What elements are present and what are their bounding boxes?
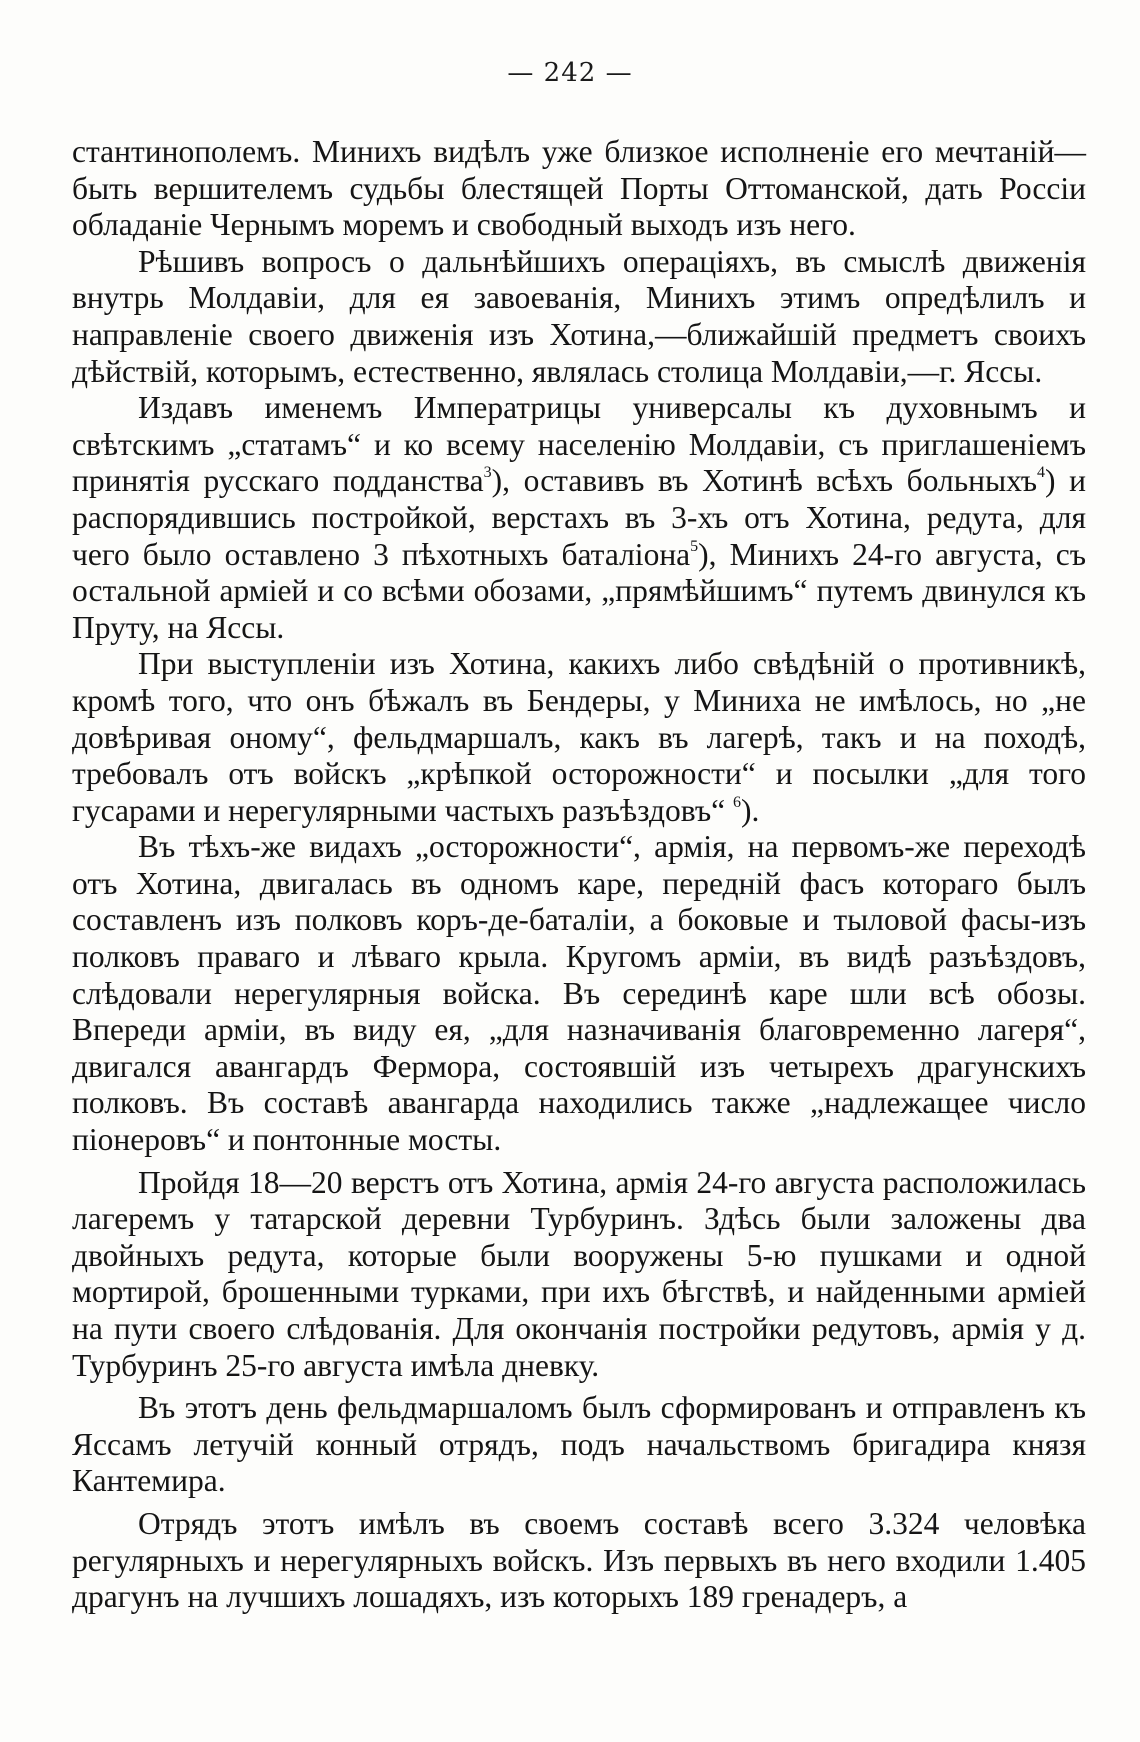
paragraph-text: Пройдя 18—20 верстъ отъ Хотина, армія 24-го августа расположилась лагеремъ у татарской деревни Турбуринъ. Здѣсь были заложены два двойныхъ редута, которые были вооружены 5-ю пушками и одной мортирой, брошенными турками, при ихъ бѣгствѣ, и найденными арміей на пути своего слѣдованія. Для окончанія постройки редутовъ, армія у д. Турбуринъ 25-го августа имѣла дневку.: [72, 1164, 1086, 1383]
paragraph-1: [72, 134, 1086, 244]
paragraph-text: Въ тѣхъ-же видахъ „осторожности“, армія, на первомъ-же переходѣ отъ Хотина, двигалась въ одномъ каре, передній фасъ котораго былъ составленъ изъ полковъ коръ-де-баталіи, а боковые и тыловой фасы-изъ полковъ праваго и лѣваго крыла. Кругомъ арміи, въ видѣ разъѣздовъ, слѣдовали нерегулярныя войска. Въ серединѣ каре шли всѣ обозы. Впереди арміи, въ виду ея, „для назначиванія благовременно лагеря“, двигался авангардъ Фермора, состоявшій изъ четырехъ драгунскихъ полковъ. Въ составѣ авангарда находились также „надлежащее число піонеровъ“ и понтонные мосты.: [72, 829, 1086, 1158]
footnote-mark: 4: [1036, 464, 1045, 482]
paragraph-3: [72, 390, 1086, 646]
paragraph-text: ), оставивъ въ Хотинѣ всѣхъ больныхъ: [491, 463, 1037, 499]
footnote-mark: 3: [483, 464, 492, 482]
paragraph-text: ) и распорядившись постройкой, верстахъ въ 3-хъ отъ Хотина, редута, для чего было оставлено 3 пѣхотныхъ баталіона: [72, 463, 1086, 572]
paragraph-text: Издавъ именемъ Императрицы универсалы къ духовнымъ и свѣтскимъ „статамъ“ и ко всему населенію Молдавіи, съ приглашеніемъ принятія русскаго подданства: [72, 390, 1086, 499]
page-number: — 242 —: [507, 58, 633, 88]
footnote-mark: 5: [690, 537, 699, 555]
paragraph-6: [72, 1165, 1086, 1385]
footnote-mark: 6: [733, 793, 742, 811]
paragraph-7: [72, 1390, 1086, 1500]
paragraph-8: [72, 1506, 1086, 1616]
paragraph-text: Въ этотъ день фельдмаршаломъ былъ сформированъ и отправленъ къ Яссамъ летучій конный отрядъ, подъ начальствомъ бригадира князя Кантемира.: [72, 1390, 1086, 1499]
paragraph-2: [72, 244, 1086, 390]
paragraph-text: При выступленіи изъ Хотина, какихъ либо свѣдѣній о противникѣ, кромѣ того, что онъ бѣжалъ въ Бендеры, у Миниха не имѣлось, но „не довѣривая оному“, фельдмаршалъ, какъ въ лагерѣ, такъ и на походѣ, требовалъ отъ войскъ „крѣпкой осторожности“ и посылки „для того гусарами и нерегулярными частыхъ разъѣздовъ“: [72, 646, 1086, 828]
paragraph-4: [72, 646, 1086, 829]
paragraph-5: [72, 829, 1086, 1158]
paragraph-text: Отрядъ этотъ имѣлъ въ своемъ составѣ всего 3.324 человѣка регулярныхъ и нерегулярныхъ войскъ. Изъ первыхъ въ него входили 1.405 драгунъ на лучшихъ лошадяхъ, изъ которыхъ 189 гренадеръ, а: [72, 1505, 1086, 1615]
paragraph-text: ).: [741, 792, 760, 828]
body-text: [72, 134, 1086, 1616]
paragraph-text: стантинополемъ. Минихъ видѣлъ уже близкое исполненіе его мечтаній—быть вершителемъ судьбы блестящей Порты Оттоманской, дать Россіи обладаніе Чернымъ моремъ и свободный выходъ изъ него.: [72, 134, 1086, 243]
paragraph-text: Рѣшивъ вопросъ о дальнѣйшихъ операціяхъ, въ смыслѣ движенія внутрь Молдавіи, для ея завоеванія, Минихъ этимъ опредѣлилъ и направленіе своего движенія изъ Хотина,—ближайшій предметъ своихъ дѣйствій, которымъ, естественно, являлась столица Молдавіи,—г. Яссы.: [72, 243, 1086, 389]
paragraph-text: ), Минихъ 24-го августа, съ остальной арміей и со всѣми обозами, „прямѣйшимъ“ путемъ двинулся къ Пруту, на Яссы.: [72, 536, 1086, 645]
